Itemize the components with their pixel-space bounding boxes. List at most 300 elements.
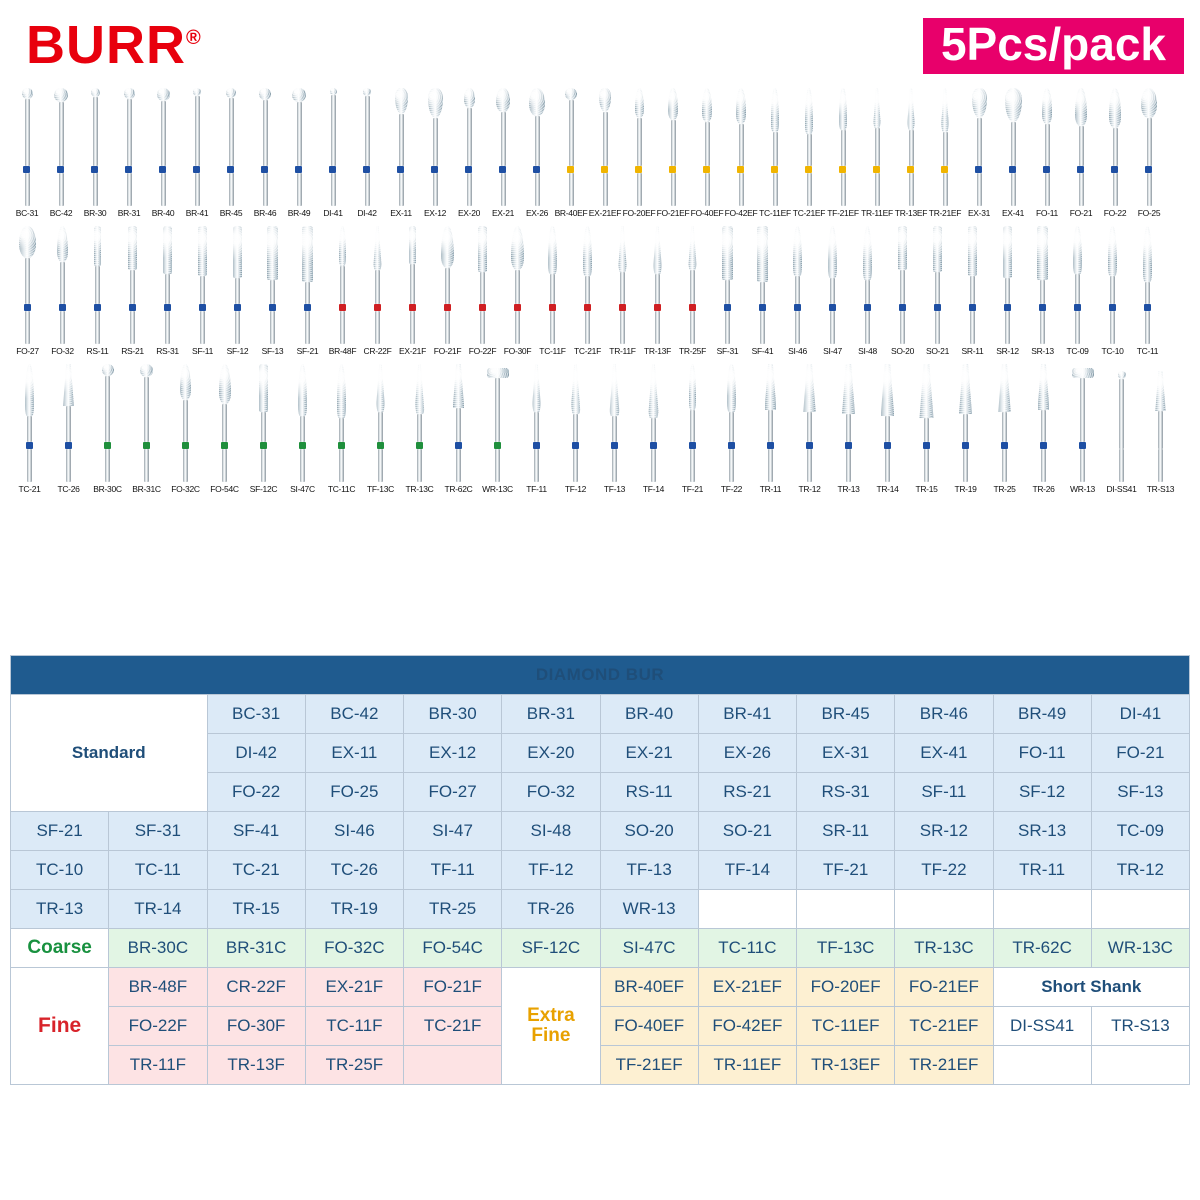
bur-code-cell[interactable]: BR-46	[895, 695, 993, 734]
bur-code-cell[interactable]: RS-11	[600, 773, 698, 812]
bur-item[interactable]	[712, 364, 751, 482]
bur-code-cell[interactable]: TF-12	[502, 851, 600, 890]
bur-code-cell[interactable]: TC-09	[1091, 812, 1189, 851]
bur-code-cell[interactable]: SF-13	[1091, 773, 1189, 812]
bur-item[interactable]	[1095, 226, 1130, 344]
bur-label: TR-21EF	[928, 208, 962, 218]
bur-shank	[760, 311, 765, 344]
bur-item[interactable]	[112, 88, 146, 206]
standard-row	[11, 851, 1190, 890]
bur-code-cell[interactable]: TF-22	[895, 851, 993, 890]
bur-label: EX-12	[423, 208, 447, 218]
bur-item[interactable]	[214, 88, 248, 206]
bur-code-cell[interactable]: SR-12	[895, 812, 993, 851]
bur-item[interactable]	[894, 88, 928, 206]
bur-head	[1073, 226, 1081, 274]
bur-item[interactable]	[49, 364, 88, 482]
bur-code-cell[interactable]: SF-41	[207, 812, 305, 851]
bur-item[interactable]	[826, 88, 860, 206]
bur-shank-upper	[144, 377, 149, 442]
bur-head	[1155, 371, 1165, 411]
bur-code-cell[interactable]: BR-48F	[109, 968, 207, 1007]
bur-item[interactable]	[452, 88, 486, 206]
bur-code-cell[interactable]: SI-47C	[600, 929, 698, 968]
bur-shank	[144, 449, 149, 482]
bur-code-cell[interactable]: TF-21EF	[600, 1046, 698, 1085]
bur-label: TF-13	[603, 484, 626, 494]
bur-item[interactable]	[860, 88, 894, 206]
bur-item[interactable]	[985, 364, 1024, 482]
bur-label: EX-26	[525, 208, 549, 218]
bur-code-cell[interactable]: TR-13EF	[797, 1046, 895, 1085]
bur-shank	[1145, 311, 1150, 344]
bur-code-cell[interactable]: BC-42	[305, 695, 403, 734]
bur-shank-upper	[585, 276, 590, 304]
bur-code-cell[interactable]: TR-62C	[993, 929, 1091, 968]
bur-code-cell[interactable]: FO-54C	[404, 929, 502, 968]
bur-item[interactable]	[418, 88, 452, 206]
bur-shank	[573, 449, 578, 482]
bur-item[interactable]	[946, 364, 985, 482]
bur-label: SR-13	[1031, 346, 1054, 356]
bur-item[interactable]	[990, 226, 1025, 344]
bur-item[interactable]	[361, 364, 400, 482]
bur-head	[828, 226, 837, 278]
bur-head	[198, 226, 208, 276]
bur-item[interactable]	[146, 88, 180, 206]
standard-row	[11, 812, 1190, 851]
bur-code-cell[interactable]: SF-11	[895, 773, 993, 812]
bur-code-cell[interactable]: FO-25	[305, 773, 403, 812]
bur-item[interactable]	[996, 88, 1030, 206]
bur-item[interactable]	[248, 88, 282, 206]
bur-item[interactable]	[1064, 88, 1098, 206]
bur-shank	[25, 311, 30, 344]
bur-item[interactable]	[10, 364, 49, 482]
bur-item[interactable]	[517, 364, 556, 482]
bur-code-cell[interactable]: TC-21F	[404, 1007, 502, 1046]
bur-item[interactable]	[556, 364, 595, 482]
bur-item[interactable]	[283, 364, 322, 482]
bur-item[interactable]	[115, 226, 150, 344]
bur-shank	[1110, 311, 1115, 344]
bur-code-cell[interactable]: TR-26	[502, 890, 600, 929]
bur-item[interactable]	[465, 226, 500, 344]
bur-item[interactable]	[166, 364, 205, 482]
bur-head	[63, 364, 74, 406]
bur-item[interactable]	[690, 88, 724, 206]
bur-item[interactable]	[675, 226, 710, 344]
bur-code-cell[interactable]: TC-21EF	[895, 1007, 993, 1046]
bur-item[interactable]	[570, 226, 605, 344]
bur-item[interactable]	[634, 364, 673, 482]
bur-color-band	[1043, 166, 1050, 173]
bur-head	[972, 88, 987, 118]
bur-code-cell[interactable]: TR-13F	[207, 1046, 305, 1085]
bur-code-cell[interactable]: SI-47	[404, 812, 502, 851]
bur-code-cell[interactable]: EX-21F	[305, 968, 403, 1007]
bur-label: SO-20	[890, 346, 915, 356]
bur-shank	[1011, 173, 1016, 206]
bur-code-cell[interactable]: TF-11	[404, 851, 502, 890]
bur-label: RS-21	[121, 346, 144, 356]
bur-code-cell[interactable]: EX-26	[698, 734, 796, 773]
bur-color-band	[455, 442, 462, 449]
bur-code-cell[interactable]: TR-19	[305, 890, 403, 929]
bur-label: WR-13	[1070, 484, 1095, 494]
bur-shank	[300, 449, 305, 482]
bur-item[interactable]	[622, 88, 656, 206]
bur-item[interactable]	[955, 226, 990, 344]
bur-color-band	[689, 304, 696, 311]
bur-color-band	[805, 166, 812, 173]
bur-label: FO-21EF	[656, 208, 690, 218]
bur-item[interactable]	[790, 364, 829, 482]
bur-item[interactable]	[1132, 88, 1166, 206]
bur-shank	[830, 311, 835, 344]
bur-code-cell[interactable]: BR-31	[502, 695, 600, 734]
bur-item[interactable]	[439, 364, 478, 482]
bur-shank	[534, 449, 539, 482]
bur-shank	[1147, 173, 1152, 206]
bur-head	[583, 226, 592, 276]
bur-head	[688, 226, 697, 270]
bur-item[interactable]	[384, 88, 418, 206]
bur-label: BR-41	[185, 208, 209, 218]
bur-code-cell[interactable]: TR-13C	[895, 929, 993, 968]
bur-item[interactable]	[928, 88, 962, 206]
bur-item[interactable]	[520, 88, 554, 206]
bur-label: FO-27	[16, 346, 39, 356]
bur-head	[298, 364, 307, 416]
bur-shank-upper	[569, 100, 574, 166]
bur-color-band	[26, 442, 33, 449]
bur-label: SO-21	[925, 346, 950, 356]
bur-item[interactable]	[244, 364, 283, 482]
bur-color-band	[159, 166, 166, 173]
bur-code-cell[interactable]: RS-21	[698, 773, 796, 812]
bur-item[interactable]	[360, 226, 395, 344]
bur-item[interactable]	[127, 364, 166, 482]
bur-code-cell[interactable]: EX-21	[600, 734, 698, 773]
bur-code-cell[interactable]: BR-40	[600, 695, 698, 734]
bur-code-cell[interactable]: EX-21EF	[698, 968, 796, 1007]
bur-item[interactable]	[554, 88, 588, 206]
bur-code-cell[interactable]: SR-13	[993, 812, 1091, 851]
bur-code-cell[interactable]: TR-13	[11, 890, 109, 929]
bur-code-cell[interactable]: BR-30	[404, 695, 502, 734]
bur-item[interactable]	[758, 88, 792, 206]
bur-label: TF-13C	[366, 484, 394, 494]
bur-item[interactable]	[1030, 88, 1064, 206]
bur-shank-upper	[970, 276, 975, 304]
bur-head	[487, 368, 509, 378]
bur-item[interactable]	[220, 226, 255, 344]
bur-item[interactable]	[350, 88, 384, 206]
bur-code-cell[interactable]: TR-21EF	[895, 1046, 993, 1085]
bur-head	[1143, 226, 1153, 282]
bur-color-band	[884, 442, 891, 449]
bur-item[interactable]	[885, 226, 920, 344]
bur-code-cell[interactable]: TR-14	[109, 890, 207, 929]
bur-item[interactable]	[322, 364, 361, 482]
bur-label: SF-31	[716, 346, 739, 356]
bur-code-cell[interactable]: CR-22F	[207, 968, 305, 1007]
bur-item[interactable]	[535, 226, 570, 344]
bur-label: TC-11EF	[759, 208, 791, 218]
bur-code-cell[interactable]: SO-20	[600, 812, 698, 851]
bur-item[interactable]	[150, 226, 185, 344]
bur-shank-upper	[515, 270, 520, 304]
bur-head	[233, 226, 243, 278]
bur-item[interactable]	[920, 226, 955, 344]
bur-code-cell[interactable]: DI-41	[1091, 695, 1189, 734]
bur-code-cell[interactable]: FO-22	[207, 773, 305, 812]
bur-item[interactable]	[1141, 364, 1180, 482]
pack-quantity-badge: 5Pcs/pack	[923, 18, 1184, 74]
bur-item[interactable]	[316, 88, 350, 206]
bur-code-cell[interactable]: SF-31	[109, 812, 207, 851]
bur-item[interactable]	[395, 226, 430, 344]
bur-code-cell[interactable]: TC-11EF	[797, 1007, 895, 1046]
bur-label: TR-11F	[609, 346, 636, 356]
bur-item[interactable]	[1102, 364, 1141, 482]
bur-item[interactable]	[605, 226, 640, 344]
bur-code-cell[interactable]: EX-12	[404, 734, 502, 773]
bur-code-cell[interactable]: FO-30F	[207, 1007, 305, 1046]
bur-item[interactable]	[325, 226, 360, 344]
bur-head	[128, 226, 136, 270]
bur-code-cell[interactable]: FO-27	[404, 773, 502, 812]
bur-code-cell[interactable]: TC-11F	[305, 1007, 403, 1046]
bur-item[interactable]	[710, 226, 745, 344]
bur-head	[259, 88, 271, 100]
bur-code-cell[interactable]: TR-11EF	[698, 1046, 796, 1085]
bur-code-cell[interactable]: FO-42EF	[698, 1007, 796, 1046]
bur-item[interactable]	[180, 88, 214, 206]
bur-item[interactable]	[45, 226, 80, 344]
bur-shank-upper	[725, 280, 730, 304]
bur-item[interactable]	[1025, 226, 1060, 344]
bur-shank-upper	[300, 416, 305, 442]
bur-label: TR-25F	[678, 346, 706, 356]
bur-strip	[10, 224, 1190, 344]
bur-code-cell[interactable]: DI-SS41	[993, 1007, 1091, 1046]
category-coarse: Coarse	[11, 929, 109, 968]
bur-code-cell[interactable]: TR-12	[1091, 851, 1189, 890]
bur-item[interactable]	[868, 364, 907, 482]
bur-code-cell[interactable]: EX-11	[305, 734, 403, 773]
bur-item[interactable]	[430, 226, 465, 344]
bur-code-cell[interactable]: SI-46	[305, 812, 403, 851]
bur-item[interactable]	[44, 88, 78, 206]
bur-label: TR-13C	[405, 484, 434, 494]
bur-head	[180, 364, 191, 400]
bur-code-cell[interactable]: TR-25	[404, 890, 502, 929]
bur-code-cell[interactable]: SF-12C	[502, 929, 600, 968]
bur-item[interactable]	[400, 364, 439, 482]
bur-shank	[637, 173, 642, 206]
bur-code-cell[interactable]: SF-21	[11, 812, 109, 851]
bur-code-cell[interactable]: BR-40EF	[600, 968, 698, 1007]
bur-item[interactable]	[792, 88, 826, 206]
bur-shank-upper	[365, 96, 370, 166]
category-extra-fine: Extra Fine	[502, 968, 600, 1085]
bur-shank-upper	[795, 276, 800, 304]
bur-item[interactable]	[815, 226, 850, 344]
bur-shank	[105, 449, 110, 482]
bur-code-cell[interactable]: SR-11	[797, 812, 895, 851]
bur-item[interactable]	[588, 88, 622, 206]
bur-label: EX-21EF	[588, 208, 622, 218]
coarse-row	[11, 929, 1190, 968]
bur-item[interactable]	[829, 364, 868, 482]
bur-color-band	[934, 304, 941, 311]
bur-item[interactable]	[1130, 226, 1165, 344]
bur-item[interactable]	[205, 364, 244, 482]
bur-label: BR-30C	[93, 484, 122, 494]
bur-item[interactable]	[745, 226, 780, 344]
bur-item[interactable]	[1060, 226, 1095, 344]
bur-code-cell[interactable]: TC-10	[11, 851, 109, 890]
bur-code-cell[interactable]: WR-13	[600, 890, 698, 929]
bur-code-cell[interactable]: BR-30C	[109, 929, 207, 968]
bur-item[interactable]	[10, 88, 44, 206]
bur-code-cell[interactable]: EX-20	[502, 734, 600, 773]
bur-head	[968, 226, 978, 276]
bur-shank-upper	[235, 278, 240, 304]
bur-item[interactable]	[185, 226, 220, 344]
bur-head	[453, 364, 464, 408]
bur-item[interactable]	[962, 88, 996, 206]
bur-item[interactable]	[1063, 364, 1102, 482]
bur-shank	[340, 311, 345, 344]
bur-color-band	[304, 304, 311, 311]
bur-item[interactable]	[1098, 88, 1132, 206]
bur-code-cell[interactable]: TF-21	[797, 851, 895, 890]
bur-code-cell[interactable]: EX-31	[797, 734, 895, 773]
bur-head	[363, 88, 371, 96]
bur-item[interactable]	[780, 226, 815, 344]
bur-code-cell[interactable]: WR-13C	[1091, 929, 1189, 968]
bur-code-cell[interactable]: TC-26	[305, 851, 403, 890]
bur-code-cell[interactable]: SO-21	[698, 812, 796, 851]
bur-color-band	[1039, 304, 1046, 311]
bur-label: TR-13EF	[894, 208, 928, 218]
diamond-bur-table-container	[10, 655, 1190, 1085]
bur-item[interactable]	[80, 226, 115, 344]
bur-code-cell[interactable]: TF-13C	[797, 929, 895, 968]
bur-code-cell[interactable]: FO-32	[502, 773, 600, 812]
bur-head	[157, 88, 170, 101]
bur-shank-upper	[263, 100, 268, 166]
bur-item[interactable]	[500, 226, 535, 344]
bur-shank-upper	[760, 282, 765, 304]
bur-code-cell[interactable]: TC-11	[109, 851, 207, 890]
bur-color-band	[295, 166, 302, 173]
bur-item[interactable]	[478, 364, 517, 482]
bur-item[interactable]	[656, 88, 690, 206]
bur-code-cell[interactable]: BR-31C	[207, 929, 305, 968]
bur-code-cell[interactable]: BR-45	[797, 695, 895, 734]
bur-shank-upper	[846, 414, 851, 442]
bur-code-cell[interactable]: TR-15	[207, 890, 305, 929]
bur-item[interactable]	[290, 226, 325, 344]
bur-code-cell[interactable]: FO-21	[1091, 734, 1189, 773]
bur-item[interactable]	[1024, 364, 1063, 482]
bur-shank	[456, 449, 461, 482]
bur-code-cell[interactable]: RS-31	[797, 773, 895, 812]
bur-code-cell[interactable]: TF-14	[698, 851, 796, 890]
bur-code-cell[interactable]: SI-48	[502, 812, 600, 851]
empty-cell	[1091, 1046, 1189, 1085]
bur-item[interactable]	[724, 88, 758, 206]
bur-code-cell[interactable]: TR-25F	[305, 1046, 403, 1085]
bur-shank	[612, 449, 617, 482]
bur-code-cell[interactable]: TR-S13	[1091, 1007, 1189, 1046]
bur-code-cell[interactable]: FO-11	[993, 734, 1091, 773]
bur-item[interactable]	[850, 226, 885, 344]
bur-item[interactable]	[255, 226, 290, 344]
bur-head	[441, 226, 454, 268]
bur-code-cell[interactable]: FO-40EF	[600, 1007, 698, 1046]
bur-color-band	[923, 442, 930, 449]
bur-shank-upper	[467, 108, 472, 166]
bur-code-cell[interactable]: DI-42	[207, 734, 305, 773]
bur-shank-upper	[729, 412, 734, 442]
bur-code-cell[interactable]: FO-21EF	[895, 968, 993, 1007]
bur-item[interactable]	[78, 88, 112, 206]
bur-color-band	[839, 166, 846, 173]
bur-code-cell[interactable]: FO-21F	[404, 968, 502, 1007]
bur-item[interactable]	[673, 364, 712, 482]
bur-code-cell[interactable]: TC-11C	[698, 929, 796, 968]
bur-code-cell[interactable]: TF-13	[600, 851, 698, 890]
bur-item[interactable]	[486, 88, 520, 206]
bur-shank-upper	[1002, 412, 1007, 442]
bur-label: TC-26	[57, 484, 80, 494]
bur-item[interactable]	[751, 364, 790, 482]
bur-code-cell[interactable]: TR-11	[993, 851, 1091, 890]
bur-code-cell[interactable]: BR-49	[993, 695, 1091, 734]
bur-code-cell[interactable]: BC-31	[207, 695, 305, 734]
bur-code-cell[interactable]: TR-11F	[109, 1046, 207, 1085]
bur-code-cell[interactable]: TC-21	[207, 851, 305, 890]
bur-code-cell[interactable]: BR-41	[698, 695, 796, 734]
bur-shank-upper	[25, 99, 30, 166]
bur-code-cell[interactable]: EX-41	[895, 734, 993, 773]
empty-cell	[698, 890, 796, 929]
bur-shank	[690, 311, 695, 344]
bur-shank	[1002, 449, 1007, 482]
bur-code-cell[interactable]: SF-12	[993, 773, 1091, 812]
bur-code-cell[interactable]: FO-22F	[109, 1007, 207, 1046]
bur-shank-upper	[200, 276, 205, 304]
bur-color-band	[164, 304, 171, 311]
bur-item[interactable]	[595, 364, 634, 482]
bur-item[interactable]	[640, 226, 675, 344]
bur-color-band	[635, 166, 642, 173]
bur-code-cell[interactable]: FO-32C	[305, 929, 403, 968]
bur-item[interactable]	[907, 364, 946, 482]
bur-shank-upper	[807, 134, 812, 166]
bur-shank-upper	[977, 118, 982, 166]
bur-item[interactable]	[10, 226, 45, 344]
bur-item[interactable]	[88, 364, 127, 482]
bur-code-cell[interactable]: FO-20EF	[797, 968, 895, 1007]
bur-item[interactable]	[282, 88, 316, 206]
bur-head	[919, 364, 933, 418]
